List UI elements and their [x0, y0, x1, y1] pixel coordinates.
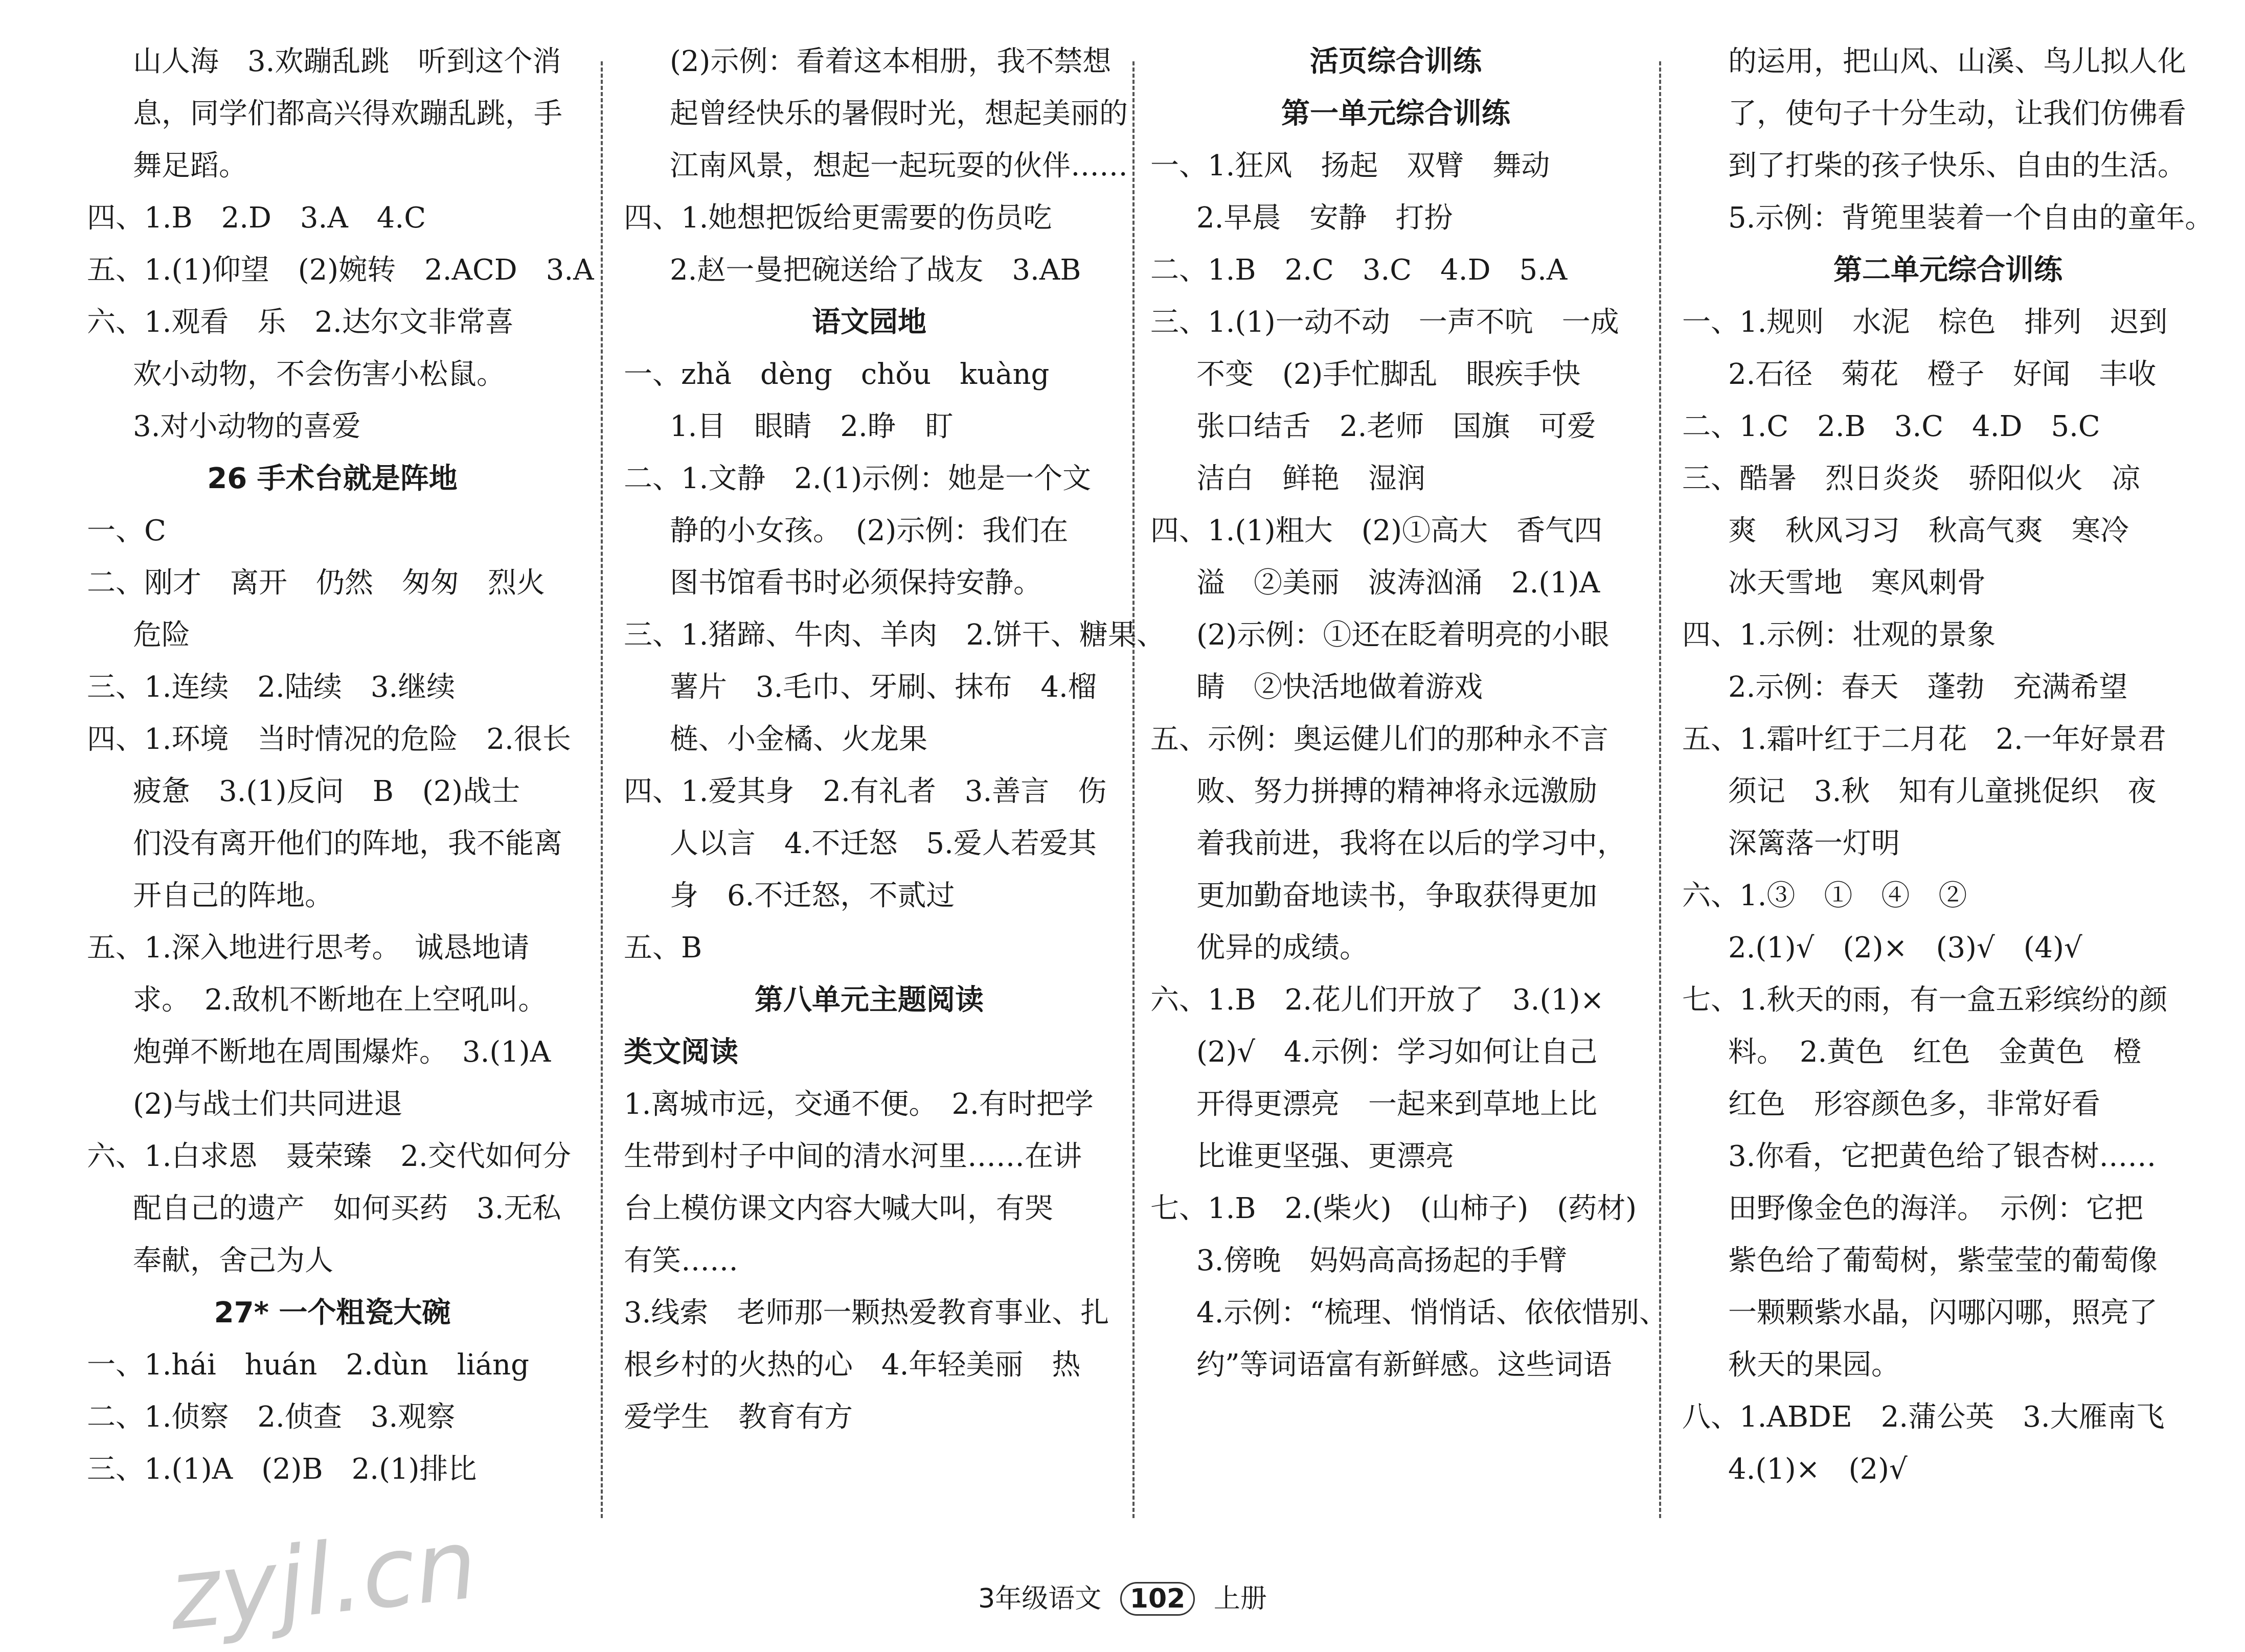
text-line: 1.离城市远，交通不便。 2.有时把学	[624, 1088, 1094, 1121]
text-line: 奉献，舍己为人	[133, 1244, 333, 1277]
text-line: 六、1.白求恩 聂荣臻 2.交代如何分	[87, 1140, 571, 1173]
text-line: 3.线索 老师那一颗热爱教育事业、扎	[624, 1296, 1109, 1329]
text-line: 一、1.狂风 扬起 双臂 舞动	[1150, 149, 1550, 182]
text-line: 一颗颗紫水晶，闪哪闪哪，照亮了	[1728, 1296, 2158, 1329]
text-line: 溢 ②美丽 波涛汹涌 2.(1)A	[1196, 566, 1600, 600]
text-line: 二、1.侦察 2.侦查 3.观察	[87, 1401, 456, 1434]
text-line: 四、1.示例：壮观的景象	[1682, 618, 1996, 652]
text-line: 3.你看，它把黄色给了银杏树……	[1728, 1140, 2157, 1173]
text-line: 台上模仿课文内容大喊大叫，有哭	[624, 1192, 1053, 1225]
watermark: zyjl.cn	[164, 1507, 482, 1652]
text-line: 须记 3.秋 知有儿童挑促织 夜	[1728, 775, 2157, 808]
text-line: 配自己的遗产 如何买药 3.无私	[133, 1192, 561, 1225]
answer-column-1	[87, 36, 594, 1496]
text-line: 梿、小金橘、火龙果	[670, 723, 927, 756]
text-line: 六、1.观看 乐 2.达尔文非常喜	[87, 306, 514, 339]
text-line: 人以言 4.不迁怒 5.爱人若爱其	[670, 827, 1097, 860]
text-line: 了，使句子十分生动，让我们仿佛看	[1728, 97, 2186, 130]
text-line: 们没有离开他们的阵地，我不能离	[133, 827, 562, 860]
text-line: 求。 2.敌机不断地在上空吼叫。	[133, 983, 547, 1017]
text-line: 2.石径 菊花 橙子 好闻 丰收	[1728, 358, 2157, 391]
text-line: 二、1.B 2.C 3.C 4.D 5.A	[1150, 254, 1568, 287]
text-line: 四、1.环境 当时情况的危险 2.很长	[87, 723, 571, 756]
section-heading: 第八单元主题阅读	[755, 983, 984, 1017]
text-line: 2.(1)√ (2)× (3)√ (4)√	[1728, 931, 2082, 965]
text-line: 比谁更坚强、更漂亮	[1196, 1140, 1454, 1173]
text-line: 紫色给了葡萄树，紫莹莹的葡萄像	[1728, 1244, 2158, 1277]
text-line: 五、1.(1)仰望 (2)婉转 2.ACD 3.A	[87, 254, 594, 287]
text-line: 三、1.连续 2.陆续 3.继续	[87, 671, 456, 704]
text-line: 三、1.(1)一动不动 一声不吭 一成	[1150, 306, 1619, 339]
section-heading: 26 手术台就是阵地	[207, 462, 458, 495]
text-line: 六、1.B 2.花儿们开放了 3.(1)×	[1150, 983, 1604, 1017]
text-line: 约”等词语富有新鲜感。这些词语	[1196, 1348, 1612, 1382]
column-divider	[1132, 61, 1135, 1518]
text-line: 一、C	[87, 514, 166, 547]
text-line: 江南风景，想起一起玩耍的伙伴……	[670, 149, 1128, 182]
text-line: 炮弹不断地在周围爆炸。 3.(1)A	[133, 1036, 551, 1069]
text-line: 有笑……	[624, 1244, 738, 1277]
text-line: 败、努力拼搏的精神将永远激励	[1196, 775, 1597, 808]
text-line: 起曾经快乐的暑假时光，想起美丽的	[670, 97, 1128, 130]
text-line: 四、1.(1)粗大 (2)①高大 香气四	[1150, 514, 1603, 547]
text-line: 爱学生 教育有方	[624, 1401, 853, 1434]
text-line: 不变 (2)手忙脚乱 眼疾手快	[1196, 358, 1581, 391]
text-line: 开自己的阵地。	[133, 879, 333, 912]
text-line: 一、1.hái huán 2.dùn liáng	[87, 1348, 529, 1382]
text-line: 洁白 鲜艳 湿润	[1196, 462, 1425, 495]
text-line: 息，同学们都高兴得欢蹦乱跳，手	[133, 97, 562, 130]
text-line: 的运用，把山风、山溪、鸟儿拟人化	[1728, 45, 2186, 78]
text-line: 深篱落一灯明	[1728, 827, 1900, 860]
text-line: 2.赵一曼把碗送给了战友 3.AB	[670, 254, 1081, 287]
text-line: 更加勤奋地读书，争取获得更加	[1196, 879, 1597, 912]
text-line: 薯片 3.毛巾、牙刷、抹布 4.榴	[670, 671, 1097, 704]
section-heading: 第一单元综合训练	[1281, 97, 1510, 130]
page-number: 102	[1120, 1582, 1195, 1616]
text-line: 冰天雪地 寒风刺骨	[1728, 566, 1986, 600]
section-heading: 27* 一个粗瓷大碗	[214, 1296, 451, 1329]
text-line: 四、1.她想把饭给更需要的伤员吃	[624, 201, 1052, 235]
section-heading: 第二单元综合训练	[1833, 254, 2062, 287]
text-line: 5.示例：背篼里装着一个自由的童年。	[1728, 201, 2214, 235]
text-line: 2.早晨 安静 打扮	[1196, 201, 1453, 235]
text-line: 三、酷暑 烈日炎炎 骄阳似火 凉	[1682, 462, 2140, 495]
text-line: 六、1.③ ① ④ ②	[1682, 879, 1967, 912]
text-line: (2)与战士们共同进退	[133, 1088, 403, 1121]
text-line: 山人海 3.欢蹦乱跳 听到这个消	[133, 45, 561, 78]
footer-grade-subject: 3年级语文	[978, 1584, 1102, 1614]
text-line: 五、1.深入地进行思考。 诚恳地请	[87, 931, 530, 965]
text-line: 优异的成绩。	[1196, 931, 1368, 965]
text-line: 生带到村子中间的清水河里……在讲	[624, 1140, 1082, 1173]
subsection-heading: 类文阅读	[624, 1036, 738, 1069]
column-divider	[601, 61, 603, 1518]
text-line: 四、1.爱其身 2.有礼者 3.善言 伤	[624, 775, 1107, 808]
text-line: 舞足蹈。	[133, 149, 247, 182]
text-line: 疲惫 3.(1)反问 B (2)战士	[133, 775, 520, 808]
text-line: 五、B	[624, 931, 702, 965]
text-line: 根乡村的火热的心 4.年轻美丽 热	[624, 1348, 1081, 1382]
text-line: 七、1.秋天的雨，有一盒五彩缤纷的颜	[1682, 983, 2168, 1017]
text-line: 着我前进，我将在以后的学习中，	[1196, 827, 1626, 860]
text-line: 4.(1)× (2)√	[1728, 1453, 1908, 1486]
text-line: 一、zhǎ dèng chǒu kuàng	[624, 358, 1050, 391]
text-line: 二、刚才 离开 仍然 匆匆 烈火	[87, 566, 545, 600]
text-line: (2)√ 4.示例：学习如何让自己	[1196, 1036, 1598, 1069]
text-line: 料。 2.黄色 红色 金黄色 橙	[1728, 1036, 2142, 1069]
text-line: 七、1.B 2.(柴火) (山柿子) (药材)	[1150, 1192, 1637, 1225]
text-line: 3.对小动物的喜爱	[133, 410, 361, 443]
text-line: 二、1.C 2.B 3.C 4.D 5.C	[1682, 410, 2100, 443]
text-line: 危险	[133, 618, 190, 652]
text-line: 2.示例：春天 蓬勃 充满希望	[1728, 671, 2128, 704]
text-line: 五、1.霜叶红于二月花 2.一年好景君	[1682, 723, 2166, 756]
text-line: 田野像金色的海洋。 示例：它把	[1728, 1192, 2143, 1225]
answer-column-2	[624, 36, 1165, 1443]
text-line: 五、示例：奥运健儿们的那种永不言	[1150, 723, 1608, 756]
text-line: 八、1.ABDE 2.蒲公英 3.大雁南飞	[1682, 1401, 2165, 1434]
text-line: 张口结舌 2.老师 国旗 可爱	[1196, 410, 1596, 443]
text-line: 开得更漂亮 一起来到草地上比	[1196, 1088, 1597, 1121]
text-line: 爽 秋风习习 秋高气爽 寒冷	[1728, 514, 2129, 547]
text-line: 1.目 眼睛 2.睁 盯	[670, 410, 954, 443]
answer-column-3	[1150, 36, 1668, 1391]
text-line: 红色 形容颜色多，非常好看	[1728, 1088, 2100, 1121]
text-line: 秋天的果园。	[1728, 1348, 1900, 1382]
text-line: 三、1.猪蹄、牛肉、羊肉 2.饼干、糖果、	[624, 618, 1165, 652]
answer-column-4	[1682, 36, 2214, 1496]
text-line: 身 6.不迁怒，不贰过	[670, 879, 955, 912]
text-line: (2)示例：看着这本相册，我不禁想	[670, 45, 1112, 78]
text-line: 一、1.规则 水泥 棕色 排列 迟到	[1682, 306, 2168, 339]
text-line: 二、1.文静 2.(1)示例：她是一个文	[624, 462, 1092, 495]
text-line: 静的小女孩。 (2)示例：我们在	[670, 514, 1069, 547]
text-line: 三、1.(1)A (2)B 2.(1)排比	[87, 1453, 477, 1486]
text-line: 图书馆看书时必须保持安静。	[670, 566, 1042, 600]
text-line: 到了打柴的孩子快乐、自由的生活。	[1728, 149, 2186, 182]
footer-volume: 上册	[1213, 1584, 1267, 1614]
text-line: 睛 ②快活地做着游戏	[1196, 671, 1483, 704]
text-line: 3.傍晚 妈妈高高扬起的手臂	[1196, 1244, 1568, 1277]
text-line: 欢小动物，不会伤害小松鼠。	[133, 358, 505, 391]
section-heading: 活页综合训练	[1310, 45, 1482, 78]
text-line: (2)示例：①还在眨着明亮的小眼	[1196, 618, 1609, 652]
text-line: 四、1.B 2.D 3.A 4.C	[87, 201, 426, 235]
section-heading: 语文园地	[812, 306, 926, 339]
text-line: 4.示例：“梳理、悄悄话、依依惜别、	[1196, 1296, 1668, 1329]
